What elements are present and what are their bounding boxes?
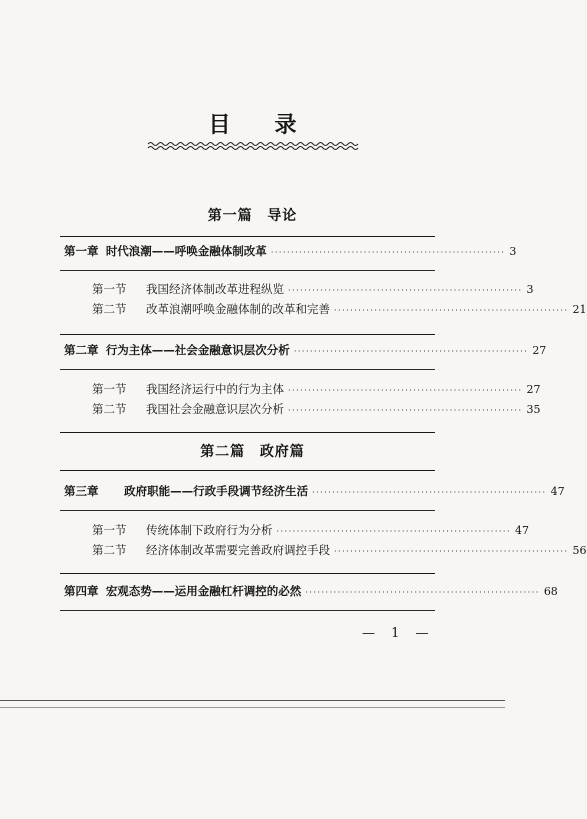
page-ref: 3 xyxy=(526,283,534,296)
part-label: 第二篇 xyxy=(200,444,246,460)
section-title: 传统体制下政府行为分析 xyxy=(146,523,273,537)
chapter-label: 第二章 xyxy=(64,343,99,357)
toc-chapter-3[interactable] xyxy=(64,483,565,499)
part-heading-2 xyxy=(0,441,505,461)
chapter-title: 政府职能——行政手段调节经济生活 xyxy=(124,484,309,498)
chapter-title: 宏观态势——运用金融杠杆调控的必然 xyxy=(105,584,302,598)
toc-chapter-4[interactable] xyxy=(64,583,558,599)
part-label: 第一篇 xyxy=(207,208,253,224)
divider xyxy=(60,510,435,511)
section-label: 第二节 xyxy=(92,302,127,316)
leader-dots: ·························································· xyxy=(305,588,540,597)
page-title: 目录 xyxy=(208,113,341,138)
divider xyxy=(60,610,435,611)
toc-section[interactable] xyxy=(92,381,541,397)
page-ref: 47 xyxy=(550,485,565,498)
leader-dots: ·························································· xyxy=(293,347,529,356)
leader-dots: ·························································· xyxy=(288,386,523,395)
toc-section[interactable] xyxy=(92,542,587,558)
leader-dots: ·························································· xyxy=(334,306,569,315)
section-label: 第一节 xyxy=(92,282,127,296)
section-label: 第二节 xyxy=(92,543,127,557)
part-title: 导论 xyxy=(267,208,298,224)
toc-section[interactable] xyxy=(92,301,587,317)
page-ref: 21 xyxy=(572,303,587,316)
leader-dots: ·························································· xyxy=(288,286,523,295)
divider xyxy=(60,369,435,370)
chapter-title: 时代浪潮——呼唤金融体制改革 xyxy=(105,244,267,258)
leader-dots: ·························································· xyxy=(288,406,523,415)
section-title: 改革浪潮呼唤金融体制的改革和完善 xyxy=(146,302,330,316)
page-edge-line xyxy=(0,700,505,701)
section-label: 第一节 xyxy=(92,382,127,396)
section-title: 我国经济体制改革进程纵览 xyxy=(146,282,284,296)
section-title: 我国社会金融意识层次分析 xyxy=(146,402,284,416)
toc-chapter-2[interactable] xyxy=(64,342,547,358)
section-label: 第二节 xyxy=(92,402,127,416)
page-ref: 27 xyxy=(526,383,541,396)
page-number: — 1 — xyxy=(362,626,435,641)
chapter-label: 第三章 xyxy=(64,484,99,498)
page-ref: 35 xyxy=(526,403,541,416)
section-label: 第一节 xyxy=(92,523,127,537)
part-title: 政府篇 xyxy=(259,444,305,460)
section-title: 我国经济运行中的行为主体 xyxy=(146,382,284,396)
toc-chapter-1[interactable] xyxy=(64,243,517,259)
leader-dots: ·························································· xyxy=(312,488,547,497)
leader-dots: ·························································· xyxy=(334,547,569,556)
leader-dots: ·························································· xyxy=(276,527,511,536)
toc-section[interactable] xyxy=(92,281,534,297)
decorative-wave-rule xyxy=(148,141,358,151)
toc-section[interactable] xyxy=(92,522,529,538)
chapter-title: 行为主体——社会金融意识层次分析 xyxy=(105,343,290,357)
page-edge-line xyxy=(0,707,505,708)
leader-dots: ·························································· xyxy=(270,248,506,257)
divider xyxy=(60,334,435,335)
page-ref: 68 xyxy=(543,585,558,598)
divider xyxy=(60,432,435,433)
divider xyxy=(60,270,435,271)
chapter-label: 第四章 xyxy=(64,584,99,598)
divider xyxy=(60,470,435,471)
page-ref: 47 xyxy=(515,524,529,537)
section-title: 经济体制改革需要完善政府调控手段 xyxy=(146,543,330,557)
chapter-label: 第一章 xyxy=(64,244,99,258)
divider xyxy=(60,236,435,237)
toc-section[interactable] xyxy=(92,401,541,417)
page-ref: 56 xyxy=(572,544,587,557)
page-ref: 27 xyxy=(532,344,547,357)
page-ref: 3 xyxy=(509,245,517,258)
part-heading-1 xyxy=(0,205,505,225)
divider xyxy=(60,573,435,574)
